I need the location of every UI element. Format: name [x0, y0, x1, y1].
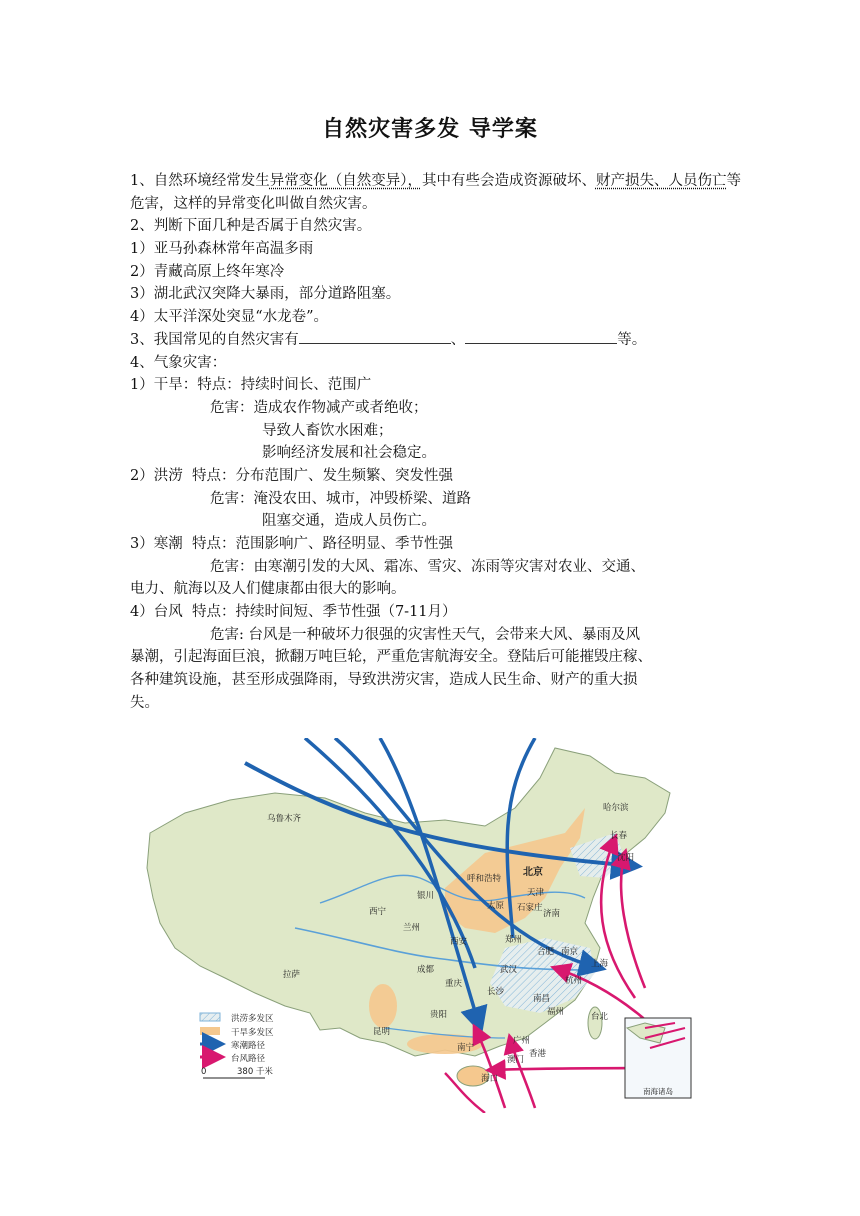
- typhoon-harm-4: 失。: [130, 694, 159, 711]
- city-label: 兰州: [403, 923, 421, 933]
- typhoon-path-2: [621, 853, 645, 988]
- city-label: 福州: [547, 1007, 565, 1017]
- legend-drought-swatch: [200, 1027, 220, 1035]
- flood-feature: 2）洪涝 特点：分布范围广、发生频繁、突发性强: [130, 467, 453, 484]
- city-label: 成都: [417, 965, 435, 975]
- map-legend: [200, 1013, 274, 1078]
- city-label: 银川: [417, 891, 435, 901]
- map-svg: [145, 738, 700, 1113]
- legend-flood-label: 洪涝多发区: [231, 1014, 274, 1024]
- flood-harm-1: 危害：淹没农田、城市，冲毁桥梁、道路: [210, 490, 471, 507]
- typhoon-harm-2: 暴潮，引起海面巨浪，掀翻万吨巨轮，严重危害航海安全。登陆后可能摧毁庄稼、: [130, 649, 652, 666]
- option-2: 2）青藏高原上终年寒冷: [130, 263, 285, 280]
- section-4-heading: 4、气象灾害：: [130, 354, 227, 371]
- text-segment: 其中有些会造成资源破坏、: [421, 173, 596, 189]
- city-label: 南京: [561, 947, 579, 957]
- q3-sep: 、: [450, 331, 466, 348]
- cold-feature: 3）寒潮 特点：范围影响广、路径明显、季节性强: [130, 536, 453, 553]
- legend-cold-label: 寒潮路径: [231, 1041, 266, 1051]
- page-title: 自然灾害多发 导学案: [322, 117, 538, 142]
- answer-blank-2[interactable]: [465, 329, 617, 344]
- document-body: [130, 170, 742, 715]
- q3-end: 等。: [617, 331, 647, 348]
- city-label: 海口: [481, 1074, 499, 1084]
- paragraph-definition: [130, 170, 742, 215]
- china-disaster-map: [145, 738, 700, 1113]
- city-label: 石家庄: [517, 903, 543, 913]
- question-3: [130, 329, 742, 352]
- city-label: 澳门: [507, 1055, 525, 1065]
- typhoon-harm-3: 各种建筑设施，甚至形成强降雨，导致洪涝灾害，造成人民生命、财产的重大损: [130, 672, 638, 689]
- drought-harm-3: 影响经济发展和社会稳定。: [262, 445, 436, 462]
- scale-label: 380 千米: [237, 1067, 273, 1077]
- legend-flood-swatch: [200, 1013, 220, 1021]
- city-label: 长沙: [487, 987, 505, 997]
- city-label: 合肥: [537, 947, 555, 957]
- legend-typhoon-label: 台风路径: [231, 1054, 266, 1064]
- flood-harm-2: 阻塞交通，造成人员伤亡。: [262, 513, 436, 530]
- city-label: 昆明: [373, 1027, 391, 1037]
- text-segment: 等危害，这样的异常变化叫做自然灾害。: [130, 173, 741, 212]
- q3-text: 3、我国常见的自然灾害有: [130, 331, 299, 348]
- drought-harm-1: 危害：造成农作物减产或者绝收；: [210, 399, 428, 416]
- city-label: 台北: [591, 1012, 609, 1022]
- city-label: 武汉: [500, 965, 518, 975]
- drought-harm-2: 导致人畜饮水困难；: [262, 422, 393, 439]
- option-1: 1）亚马孙森林常年高温多雨: [130, 241, 314, 258]
- city-label: 沈阳: [617, 853, 635, 863]
- cold-harm-1: 危害：由寒潮引发的大风、霜冻、雪灾、冻雨等灾害对农业、交通、: [210, 558, 645, 575]
- cold-harm-2: 电力、航海以及人们健康都由很大的影响。: [130, 581, 406, 598]
- city-label: 哈尔滨: [603, 803, 629, 813]
- city-label: 南海诸岛: [643, 1087, 673, 1096]
- underlined-term: 异常变化（自然变异），: [269, 173, 422, 189]
- text-segment: 1、自然环境经常发生: [130, 173, 270, 189]
- underlined-term: 财产损: [595, 173, 640, 189]
- city-label: 太原: [487, 901, 505, 911]
- city-label: 长春: [610, 831, 628, 841]
- underlined-term: 失、人员伤亡: [639, 173, 727, 189]
- drought-feature: 1）干旱：特点：持续时间长、范围广: [130, 377, 372, 394]
- city-label: 济南: [543, 909, 561, 919]
- city-label: 北京: [523, 867, 543, 878]
- option-3: 3）湖北武汉突降大暴雨，部分道路阻塞。: [130, 286, 401, 303]
- option-4: 4）太平洋深处突显“水龙卷”。: [130, 309, 329, 326]
- legend-drought-label: 干旱多发区: [231, 1028, 274, 1038]
- city-label: 呼和浩特: [467, 874, 502, 884]
- city-label: 拉萨: [283, 970, 301, 980]
- city-label: 天津: [527, 888, 545, 898]
- city-label: 南昌: [533, 994, 551, 1004]
- city-label: 西宁: [369, 907, 387, 917]
- city-label: 贵阳: [430, 1010, 448, 1020]
- city-label: 重庆: [445, 979, 463, 989]
- city-label: 南宁: [457, 1043, 475, 1053]
- city-label: 广州: [513, 1036, 531, 1046]
- city-label: 上海: [591, 959, 609, 969]
- city-label: 郑州: [505, 935, 523, 945]
- question-2: 2、判断下面几种是否属于自然灾害。: [130, 218, 372, 235]
- drought-zone-southwest: [369, 984, 397, 1028]
- city-label: 杭州: [565, 976, 583, 986]
- city-label: 香港: [529, 1049, 547, 1059]
- answer-blank-1[interactable]: [299, 329, 451, 344]
- typhoon-harm-1: 危害: 台风是一种破坏力很强的灾害性天气，会带来大风、暴雨及风: [210, 626, 640, 643]
- city-label: 乌鲁木齐: [267, 814, 302, 824]
- scale-zero: 0: [201, 1067, 207, 1077]
- typhoon-feature: 4）台风 特点：持续时间短、季节性强（7-11月）: [130, 604, 457, 621]
- city-label: 西安: [450, 937, 468, 947]
